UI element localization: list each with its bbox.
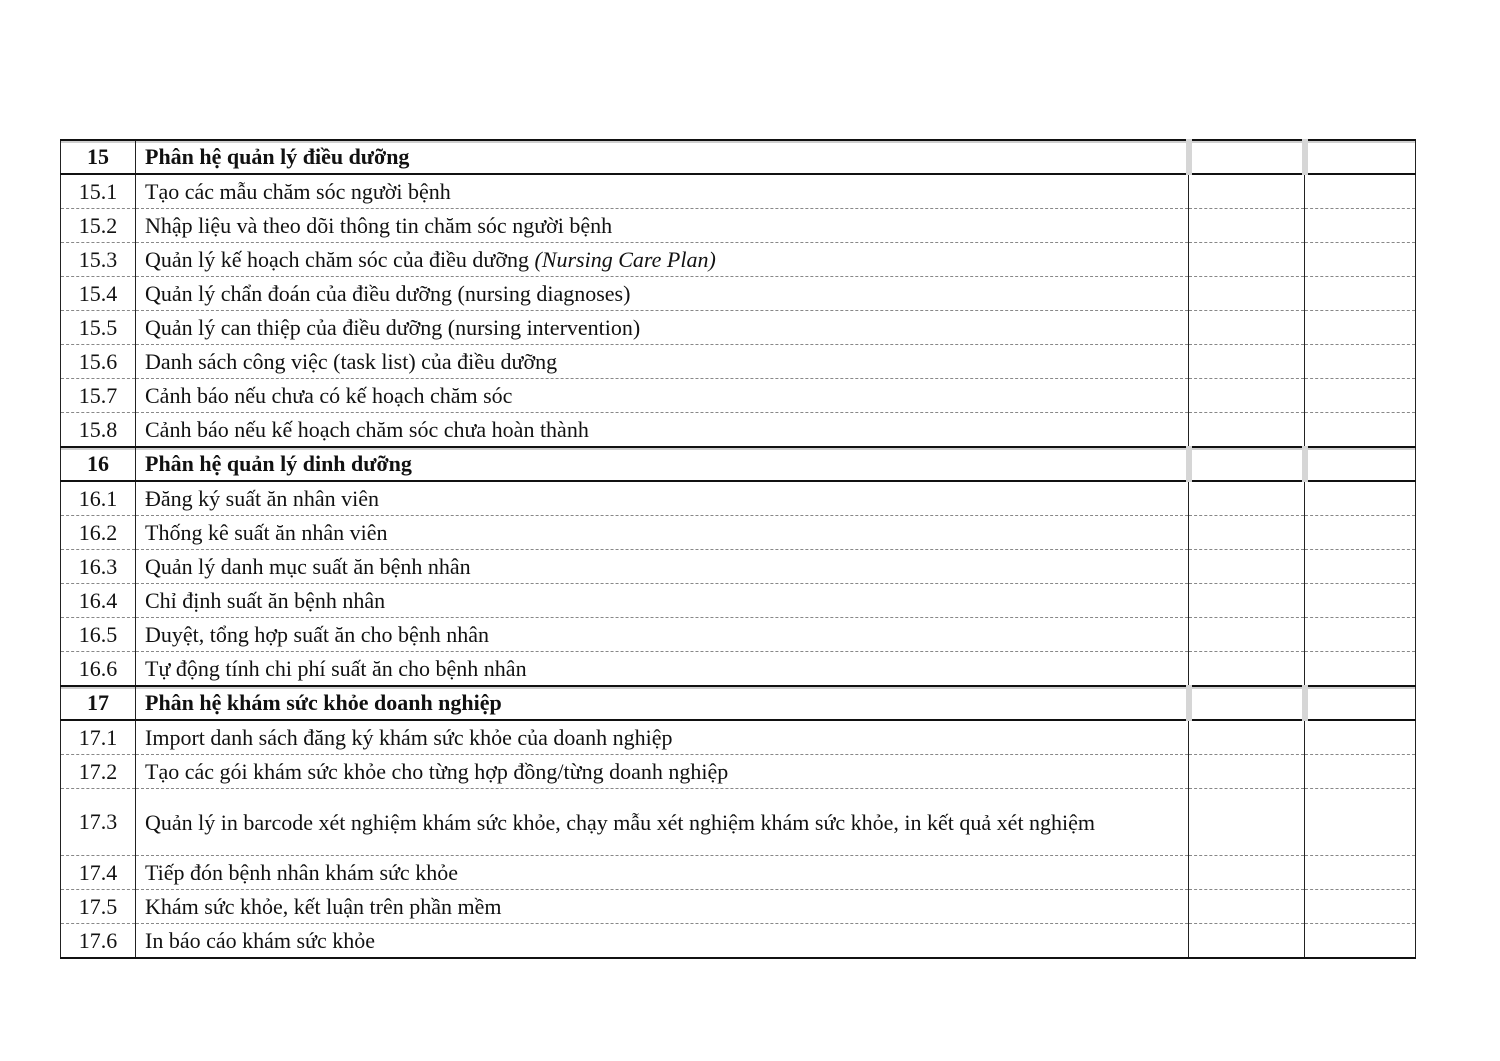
- item-number: 16.4: [61, 584, 136, 618]
- item-number: 15.8: [61, 413, 136, 448]
- table-row: [61, 755, 1416, 789]
- empty-cell: [1305, 550, 1416, 584]
- section-row: [61, 447, 1416, 481]
- item-number: 15.5: [61, 311, 136, 345]
- empty-cell: [1189, 550, 1305, 584]
- requirements-table: [60, 139, 1416, 959]
- table-row: [61, 174, 1416, 209]
- item-text: Danh sách công việc (task list) của điều dưỡng: [136, 345, 1189, 379]
- empty-cell: [1305, 890, 1416, 924]
- item-number: 17.4: [61, 856, 136, 890]
- table-row: [61, 924, 1416, 959]
- empty-cell: [1305, 789, 1416, 856]
- empty-cell: [1189, 618, 1305, 652]
- item-text: Khám sức khỏe, kết luận trên phần mềm: [136, 890, 1189, 924]
- empty-cell: [1189, 311, 1305, 345]
- item-text: Tiếp đón bệnh nhân khám sức khỏe: [136, 856, 1189, 890]
- empty-cell: [1305, 584, 1416, 618]
- table-row: [61, 243, 1416, 277]
- empty-cell: [1305, 140, 1416, 174]
- empty-cell: [1189, 277, 1305, 311]
- section-number: 15: [61, 140, 136, 174]
- table-row: [61, 413, 1416, 448]
- item-text: Import danh sách đăng ký khám sức khỏe của doanh nghiệp: [136, 720, 1189, 755]
- item-number: 15.6: [61, 345, 136, 379]
- item-number: 17.1: [61, 720, 136, 755]
- item-number: 17.3: [61, 789, 136, 856]
- table-row: [61, 481, 1416, 516]
- item-text: Tạo các mẫu chăm sóc người bệnh: [136, 174, 1189, 209]
- item-number: 15.2: [61, 209, 136, 243]
- empty-cell: [1189, 789, 1305, 856]
- table-row: [61, 550, 1416, 584]
- empty-cell: [1305, 720, 1416, 755]
- empty-cell: [1189, 243, 1305, 277]
- item-number: 16.2: [61, 516, 136, 550]
- item-text: Tạo các gói khám sức khỏe cho từng hợp đồng/từng doanh nghiệp: [136, 755, 1189, 789]
- table-row: [61, 789, 1416, 856]
- empty-cell: [1189, 755, 1305, 789]
- item-text-italic: (Nursing Care Plan): [534, 246, 716, 272]
- item-text: In báo cáo khám sức khỏe: [136, 924, 1189, 959]
- empty-cell: [1189, 481, 1305, 516]
- section-row: [61, 140, 1416, 174]
- item-number: 15.3: [61, 243, 136, 277]
- item-text: Chỉ định suất ăn bệnh nhân: [136, 584, 1189, 618]
- empty-cell: [1305, 277, 1416, 311]
- empty-cell: [1189, 379, 1305, 413]
- empty-cell: [1189, 174, 1305, 209]
- item-number: 16.5: [61, 618, 136, 652]
- table-row: [61, 652, 1416, 687]
- empty-cell: [1189, 516, 1305, 550]
- empty-cell: [1189, 140, 1305, 174]
- item-text: Thống kê suất ăn nhân viên: [136, 516, 1189, 550]
- item-number: 17.2: [61, 755, 136, 789]
- item-number: 17.5: [61, 890, 136, 924]
- empty-cell: [1305, 755, 1416, 789]
- empty-cell: [1189, 413, 1305, 448]
- empty-cell: [1305, 856, 1416, 890]
- item-text: Quản lý can thiệp của điều dưỡng (nursing intervention): [136, 311, 1189, 345]
- item-number: 16.6: [61, 652, 136, 687]
- empty-cell: [1305, 618, 1416, 652]
- table-row: [61, 584, 1416, 618]
- empty-cell: [1189, 209, 1305, 243]
- empty-cell: [1189, 924, 1305, 959]
- item-text: Quản lý kế hoạch chăm sóc của điều dưỡng: [145, 246, 535, 272]
- empty-cell: [1305, 174, 1416, 209]
- empty-cell: [1305, 379, 1416, 413]
- table-row: [61, 209, 1416, 243]
- empty-cell: [1305, 652, 1416, 687]
- empty-cell: [1305, 413, 1416, 448]
- empty-cell: [1189, 686, 1305, 720]
- empty-cell: [1305, 924, 1416, 959]
- item-text: Đăng ký suất ăn nhân viên: [136, 481, 1189, 516]
- table-row: [61, 516, 1416, 550]
- item-text: Duyệt, tổng hợp suất ăn cho bệnh nhân: [136, 618, 1189, 652]
- item-number: 15.4: [61, 277, 136, 311]
- item-number: 15.1: [61, 174, 136, 209]
- empty-cell: [1305, 243, 1416, 277]
- table-row: [61, 890, 1416, 924]
- item-number: 16.3: [61, 550, 136, 584]
- empty-cell: [1189, 652, 1305, 687]
- section-row: [61, 686, 1416, 720]
- item-text: Tự động tính chi phí suất ăn cho bệnh nhân: [136, 652, 1189, 687]
- section-number: 16: [61, 447, 136, 481]
- empty-cell: [1305, 516, 1416, 550]
- table-row: [61, 720, 1416, 755]
- item-text-cell: [136, 243, 1189, 277]
- empty-cell: [1305, 209, 1416, 243]
- item-text: Cảnh báo nếu chưa có kế hoạch chăm sóc: [136, 379, 1189, 413]
- empty-cell: [1305, 481, 1416, 516]
- section-title: Phân hệ khám sức khỏe doanh nghiệp: [136, 686, 1189, 720]
- empty-cell: [1305, 345, 1416, 379]
- item-text: Quản lý in barcode xét nghiệm khám sức khỏe, chạy mẫu xét nghiệm khám sức khỏe, in kết quả xét nghiệm: [136, 789, 1189, 856]
- table-row: [61, 311, 1416, 345]
- empty-cell: [1305, 686, 1416, 720]
- item-text: Cảnh báo nếu kế hoạch chăm sóc chưa hoàn thành: [136, 413, 1189, 448]
- item-text: Nhập liệu và theo dõi thông tin chăm sóc người bệnh: [136, 209, 1189, 243]
- section-title: Phân hệ quản lý dinh dưỡng: [136, 447, 1189, 481]
- item-number: 15.7: [61, 379, 136, 413]
- empty-cell: [1189, 345, 1305, 379]
- empty-cell: [1189, 447, 1305, 481]
- empty-cell: [1189, 890, 1305, 924]
- item-text: Quản lý chẩn đoán của điều dưỡng (nursing diagnoses): [136, 277, 1189, 311]
- item-number: 17.6: [61, 924, 136, 959]
- item-text: Quản lý danh mục suất ăn bệnh nhân: [136, 550, 1189, 584]
- table-row: [61, 345, 1416, 379]
- empty-cell: [1189, 720, 1305, 755]
- section-number: 17: [61, 686, 136, 720]
- empty-cell: [1305, 447, 1416, 481]
- table-row: [61, 856, 1416, 890]
- table-row: [61, 618, 1416, 652]
- empty-cell: [1189, 584, 1305, 618]
- table-row: [61, 379, 1416, 413]
- table-row: [61, 277, 1416, 311]
- item-number: 16.1: [61, 481, 136, 516]
- empty-cell: [1305, 311, 1416, 345]
- empty-cell: [1189, 856, 1305, 890]
- section-title: Phân hệ quản lý điều dưỡng: [136, 140, 1189, 174]
